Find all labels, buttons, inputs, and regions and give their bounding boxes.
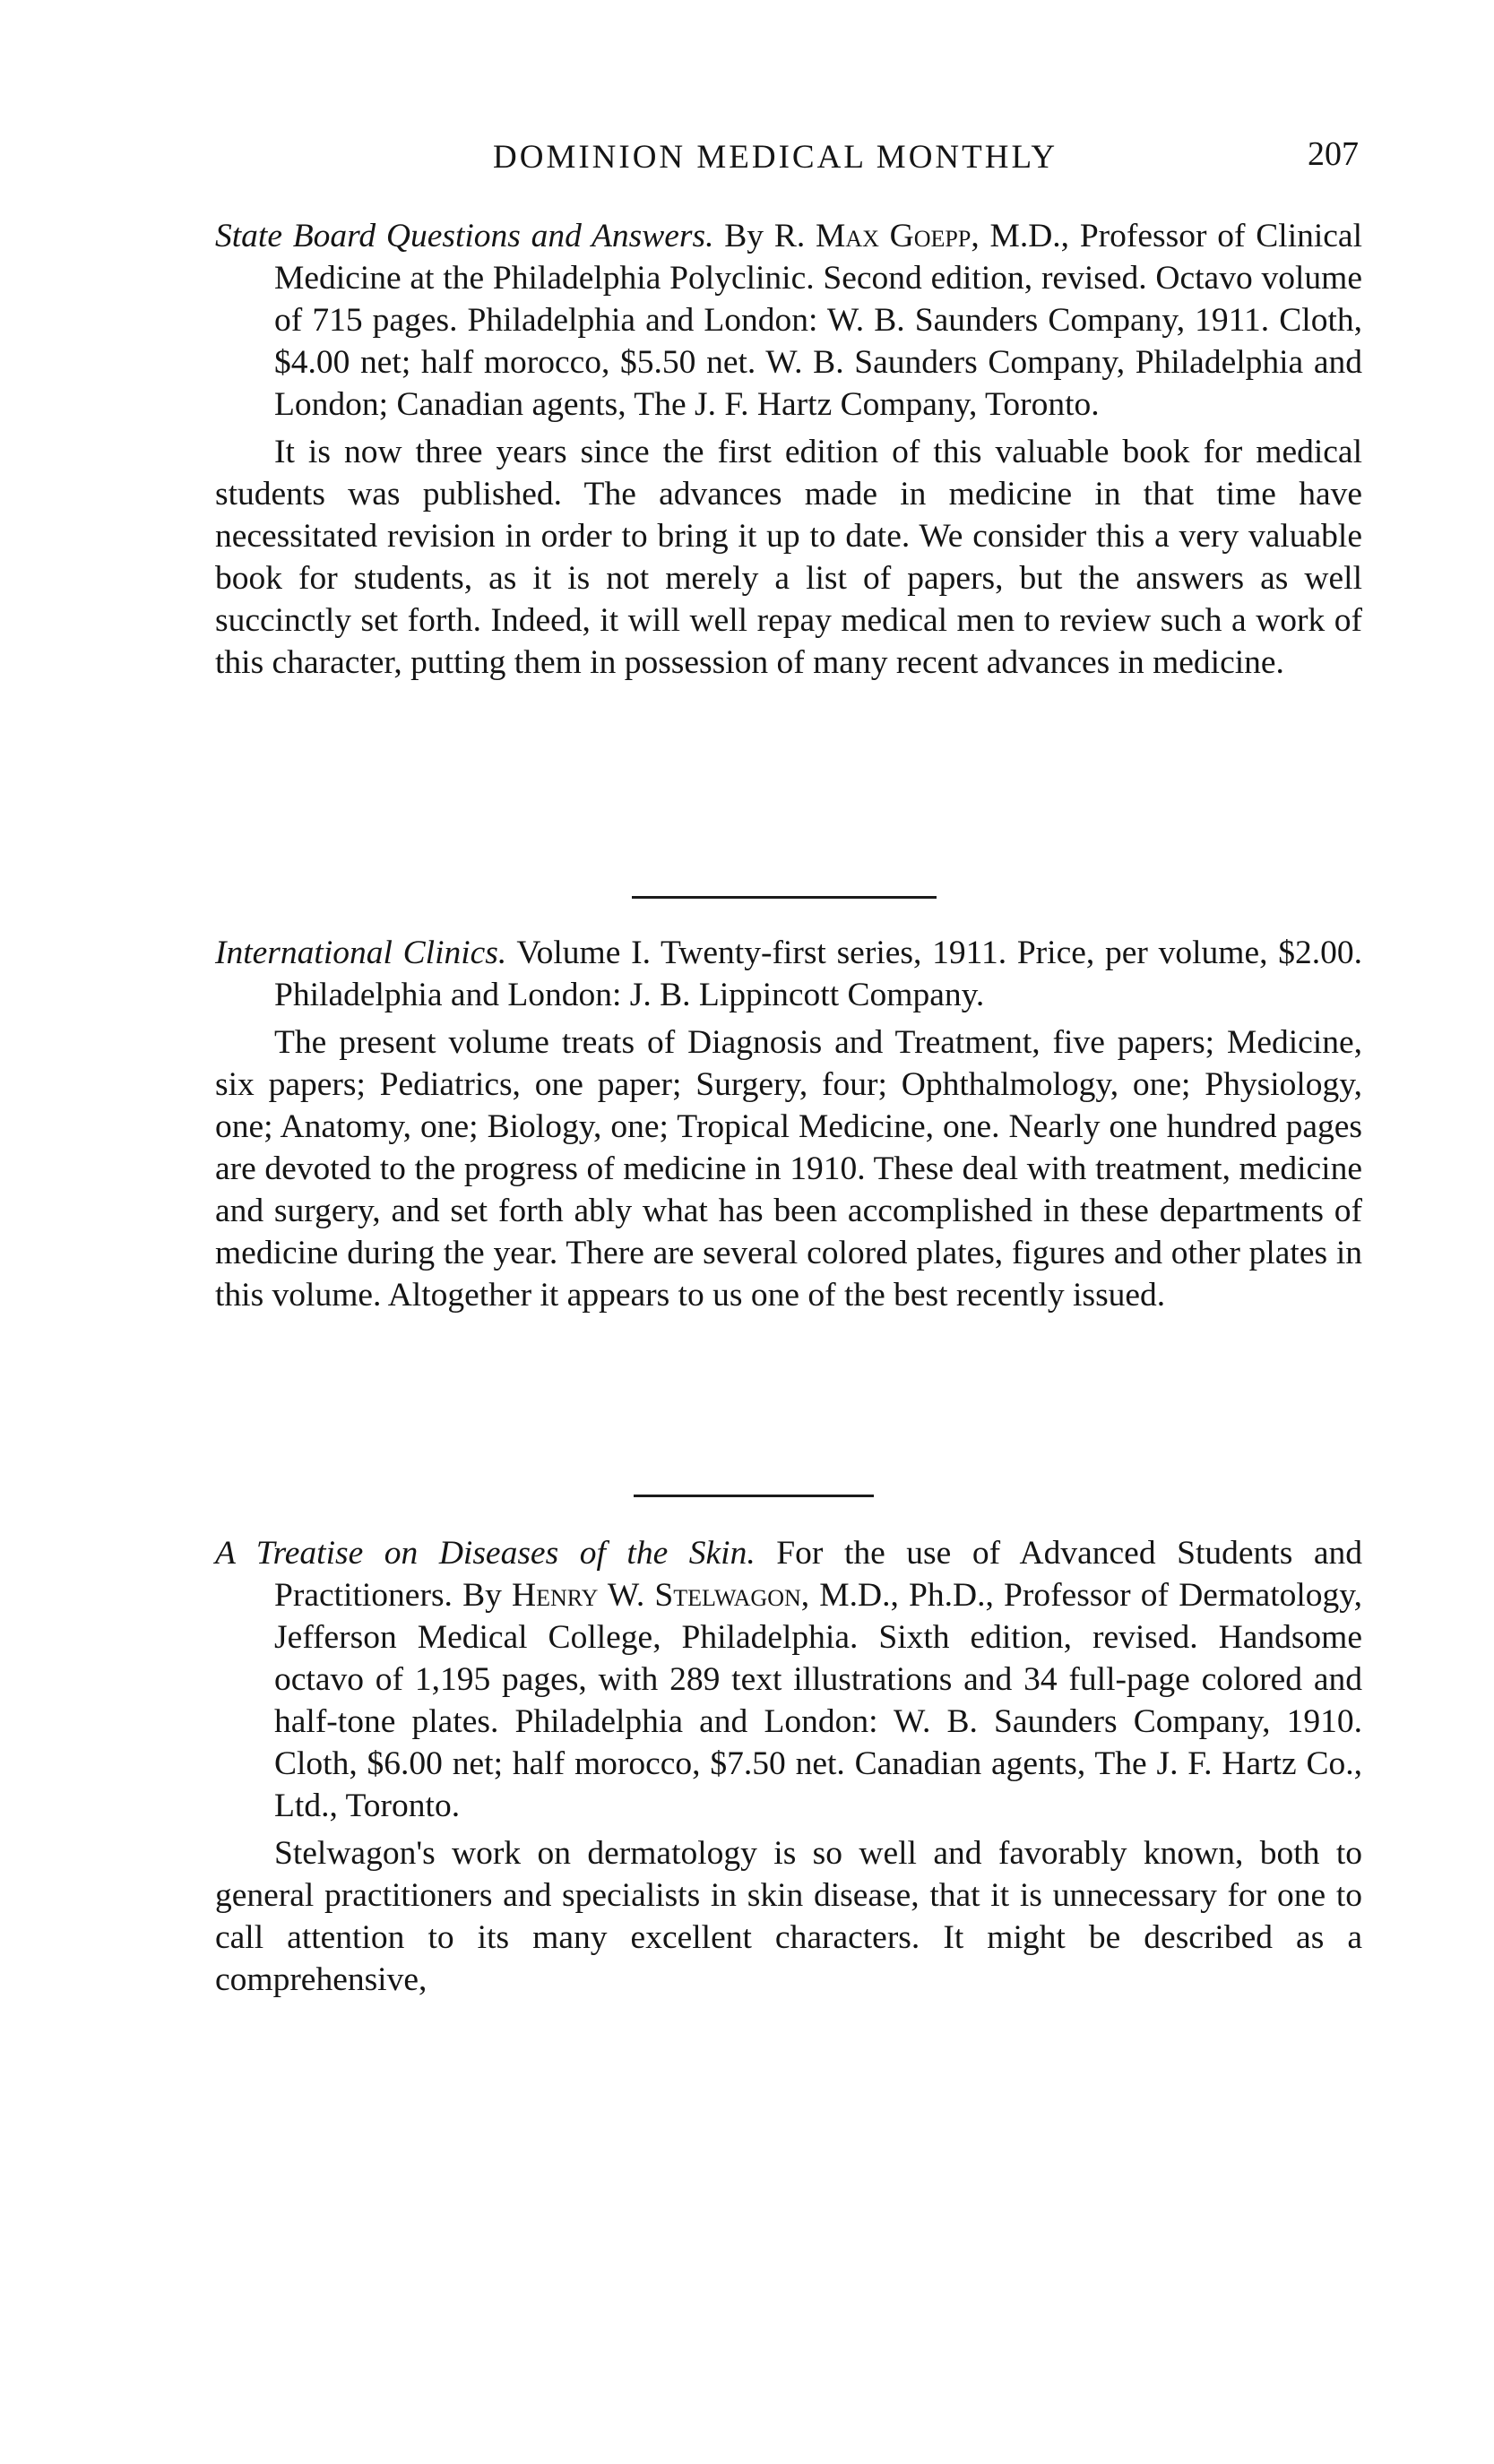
journal-title: DOMINION MEDICAL MONTHLY <box>493 139 1058 176</box>
section-divider <box>634 1495 874 1497</box>
book-review <box>215 215 1362 684</box>
section-divider <box>632 896 937 899</box>
citation-intro: For the use of Advanced Students and Practitioners. By <box>274 1535 1363 1614</box>
citation-details: , M.D., Professor of Clinical Medicine at the Philadelphia Polyclinic. Second edition, revised. Octavo volume of 715 pages. Philadelphia and London: W. B. Saunders Company, 1911. Cloth, $4.00 net; half morocco, $5.50 net. W. B. Saunders Company, Philadelphia and London; Canadian agents, The J. F. Hartz Company, Toronto. <box>274 218 1362 423</box>
book-title: International Clinics. <box>215 935 507 971</box>
author-name: R. Max Goepp <box>773 218 972 254</box>
review-body: It is now three years since the first edition of this valuable book for medical students was published. The advances made in medicine in that time have necessitated revision in order to bring it up to date. We consider this a very valuable book for students, as it is not merely a list of papers, but the answers as well succinctly set forth. Indeed, it will well repay medical men to review such a work of this character, putting them in possession of many recent advances in medicine. <box>215 434 1362 681</box>
book-review <box>215 1532 1362 2001</box>
citation-details: , M.D., Ph.D., Professor of Dermatology, Jefferson Medical College, Philadelphia. Sixth edition, revised. Handsome octavo of 1,195 pages, with 289 text illustrations and 34 full-page colored and half-tone plates. Philadelphia and London: W. B. Saunders Company, 1910. Cloth, $6.00 net; half morocco, $7.50 net. Canadian agents, The J. F. Hartz Co., Ltd., Toronto. <box>274 1577 1362 1824</box>
book-title: State Board Questions and Answers. <box>215 218 714 254</box>
citation-by: By <box>724 218 764 254</box>
page-number: 207 <box>1308 135 1359 173</box>
review-citation <box>215 932 1362 1016</box>
review-citation <box>215 215 1362 426</box>
review-body: Stelwagon's work on dermatology is so well and favorably known, both to general practitioners and specialists in skin disease, that it is unnecessary for one to call attention to its many excellent characters. It might be described as a comprehensive, <box>215 1835 1362 1998</box>
review-citation <box>215 1532 1362 1827</box>
author-name: Henry W. Stelwagon <box>512 1577 801 1614</box>
review-body: The present volume treats of Diagnosis and Treatment, five papers; Medicine, six papers; Pediatrics, one paper; Surgery, four; Ophthalmology, one; Physiology, one; Anatomy, one; Biology, one; Tropical Medicine, one. Nearly one hundred pages are devoted to the progress of medicine in 1910. These deal with treatment, medicine and surgery, and set forth ably what has been accomplished in these departments of medicine during the year. There are several colored plates, figures and other plates in this volume. Altogether it appears to us one of the best recently issued. <box>215 1024 1362 1314</box>
running-head <box>215 134 1362 188</box>
citation-details: Volume I. Twenty-first series, 1911. Price, per volume, $2.00. Philadelphia and London: J. B. Lippincott Company. <box>274 935 1362 1013</box>
book-title: A Treatise on Diseases of the Skin. <box>215 1535 756 1572</box>
book-review <box>215 932 1362 1316</box>
